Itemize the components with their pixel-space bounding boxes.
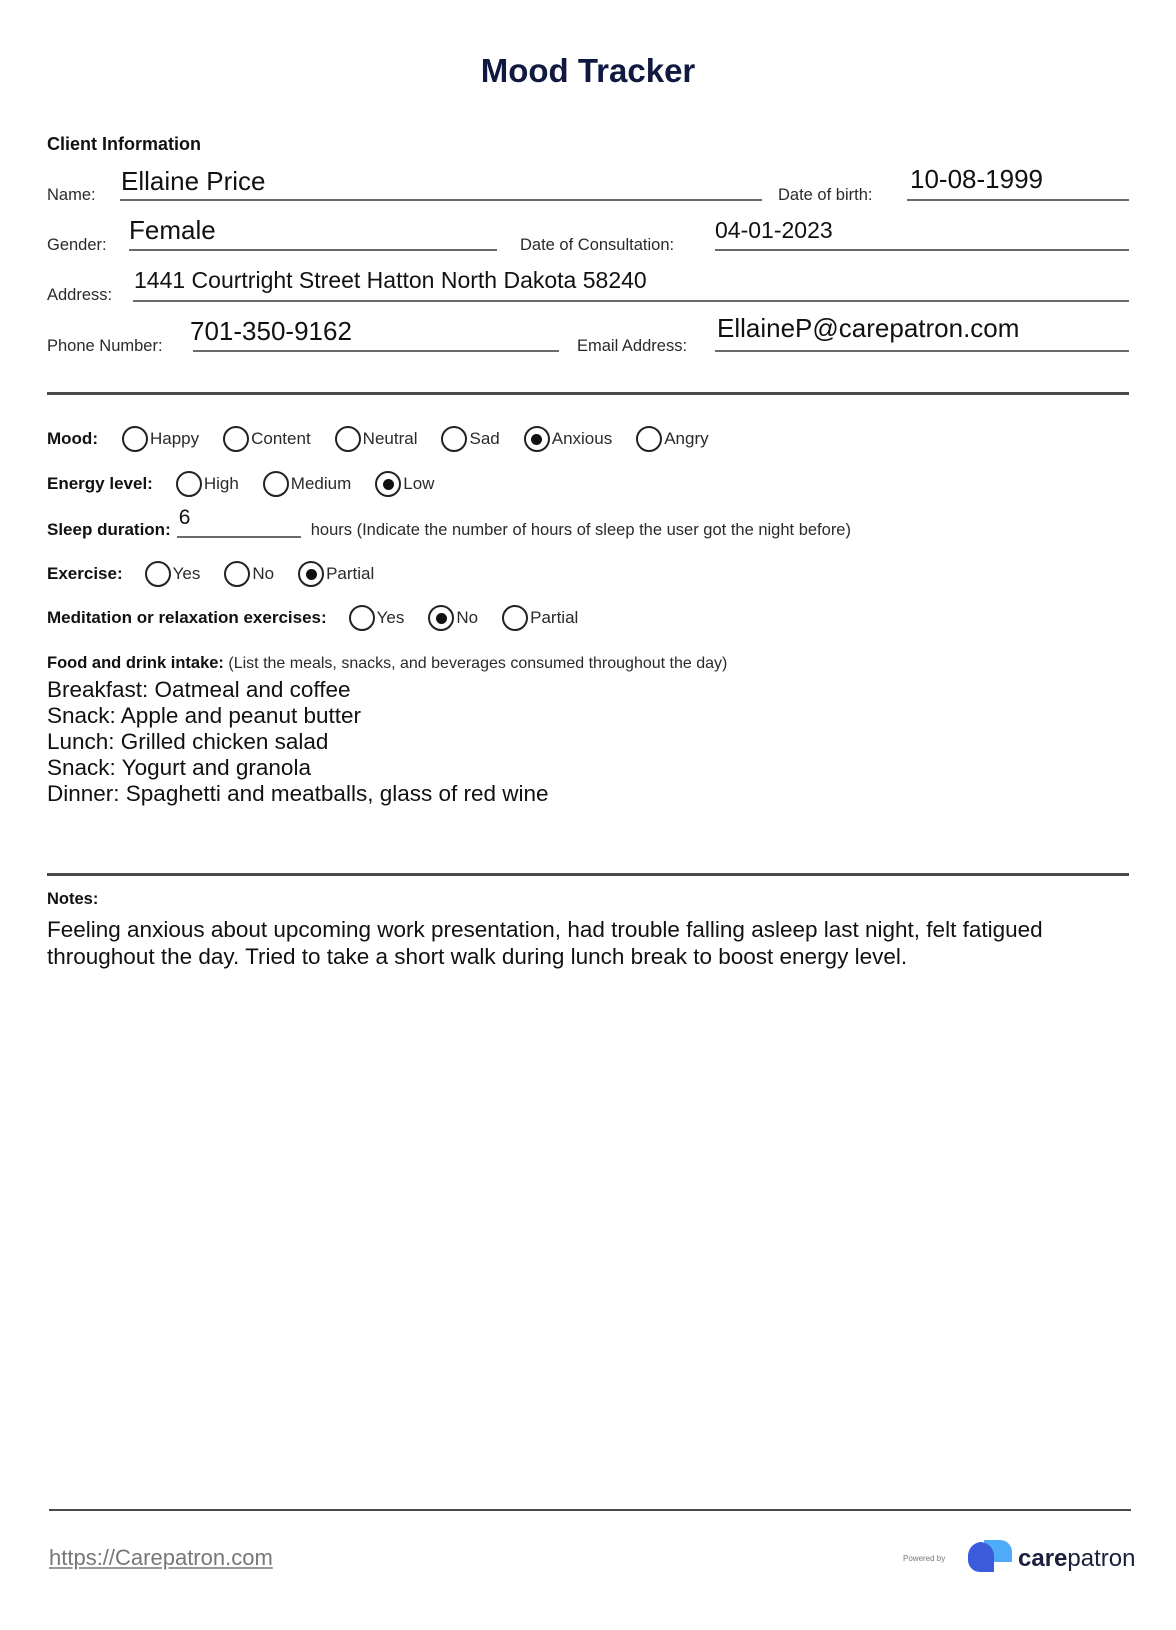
name-field[interactable]: Ellaine Price xyxy=(121,166,266,196)
radio-label: Content xyxy=(251,429,311,448)
energy-option-low[interactable] xyxy=(375,471,434,497)
radio-button[interactable] xyxy=(375,471,401,497)
meditation-options xyxy=(349,605,579,631)
mood-option-anxious[interactable] xyxy=(524,426,612,452)
carepatron-link[interactable]: https://Carepatron.com xyxy=(49,1545,273,1570)
gender-label: Gender: xyxy=(47,236,107,254)
sleep-input[interactable] xyxy=(177,506,301,540)
page-title: Mood Tracker xyxy=(480,52,696,89)
mood-option-sad[interactable] xyxy=(441,426,499,452)
exercise-option-partial[interactable] xyxy=(298,561,374,587)
radio-label: Anxious xyxy=(551,429,613,448)
radio-dot-icon xyxy=(531,434,542,445)
exercise-label: Exercise: xyxy=(47,564,123,583)
radio-label: No xyxy=(456,608,479,627)
mood-label: Mood: xyxy=(47,429,98,448)
energy-options xyxy=(176,471,435,497)
phone-underline xyxy=(193,350,559,352)
meditation-option-yes[interactable] xyxy=(349,605,405,631)
radio-label: Yes xyxy=(172,564,201,583)
email-label: Email Address: xyxy=(577,337,688,355)
radio-button[interactable] xyxy=(145,561,171,587)
radio-button[interactable] xyxy=(502,605,528,631)
section-divider xyxy=(47,392,1129,395)
gender-field[interactable]: Female xyxy=(129,215,216,245)
notes-divider xyxy=(47,873,1129,876)
address-underline xyxy=(133,300,1129,302)
meditation-label: Meditation or relaxation exercises: xyxy=(47,608,327,627)
notes-text[interactable]: Feeling anxious about upcoming work presentation, had trouble falling asleep last night, felt fatigued throughout the day. Tried to take a short walk during lunch break to boost energy level. xyxy=(47,917,1043,969)
sleep-row xyxy=(47,506,851,540)
phone-label: Phone Number: xyxy=(47,337,163,355)
radio-dot-icon xyxy=(436,613,447,624)
radio-button[interactable] xyxy=(428,605,454,631)
radio-button[interactable] xyxy=(524,426,550,452)
radio-label: High xyxy=(203,474,239,493)
consultation-field[interactable]: 04-01-2023 xyxy=(715,217,833,243)
dob-field[interactable]: 10-08-1999 xyxy=(910,164,1043,194)
radio-button[interactable] xyxy=(636,426,662,452)
address-field[interactable]: 1441 Courtright Street Hatton North Dakota 58240 xyxy=(134,267,647,293)
sleep-label: Sleep duration: xyxy=(47,520,171,539)
radio-button[interactable] xyxy=(298,561,324,587)
radio-dot-icon xyxy=(383,479,394,490)
mood-row xyxy=(47,426,709,452)
food-item: Breakfast: Oatmeal and coffee xyxy=(47,677,351,702)
mood-option-content[interactable] xyxy=(223,426,311,452)
radio-button[interactable] xyxy=(349,605,375,631)
sleep-value: 6 xyxy=(178,506,191,529)
mood-option-happy[interactable] xyxy=(122,426,199,452)
food-item: Snack: Apple and peanut butter xyxy=(47,703,361,728)
radio-button[interactable] xyxy=(223,426,249,452)
phone-field[interactable]: 701-350-9162 xyxy=(190,316,352,346)
radio-label: Neutral xyxy=(362,429,418,448)
food-heading xyxy=(47,654,727,673)
mood-option-neutral[interactable] xyxy=(335,426,418,452)
radio-button[interactable] xyxy=(176,471,202,497)
carepatron-wordmark: carepatron xyxy=(1018,1545,1136,1572)
address-label: Address: xyxy=(47,286,113,304)
food-item: Snack: Yogurt and granola xyxy=(47,755,311,780)
radio-button[interactable] xyxy=(224,561,250,587)
radio-label: Medium xyxy=(290,474,352,493)
mood-option-angry[interactable] xyxy=(636,426,708,452)
name-underline xyxy=(120,199,762,201)
radio-button[interactable] xyxy=(335,426,361,452)
exercise-option-no[interactable] xyxy=(224,561,274,587)
sleep-underline xyxy=(177,536,301,538)
food-hint: (List the meals, snacks, and beverages consumed throughout the day) xyxy=(228,655,728,672)
meditation-option-partial[interactable] xyxy=(502,605,578,631)
radio-label: Low xyxy=(403,474,435,493)
consultation-label: Date of Consultation: xyxy=(520,236,675,254)
energy-option-medium[interactable] xyxy=(263,471,351,497)
sleep-hint: hours (Indicate the number of hours of sleep the user got the night before) xyxy=(310,520,851,539)
food-item: Lunch: Grilled chicken salad xyxy=(47,729,329,754)
radio-label: Happy xyxy=(149,429,200,448)
meditation-option-no[interactable] xyxy=(428,605,478,631)
email-field[interactable]: EllaineP@carepatron.com xyxy=(717,313,1020,343)
food-list[interactable] xyxy=(47,677,549,807)
exercise-row xyxy=(47,561,374,587)
carepatron-logo-icon xyxy=(966,1538,1014,1574)
energy-label: Energy level: xyxy=(47,474,153,493)
name-label: Name: xyxy=(47,186,96,204)
consultation-underline xyxy=(715,249,1129,251)
mood-options xyxy=(122,426,709,452)
radio-label: Yes xyxy=(376,608,405,627)
radio-label: Sad xyxy=(469,429,500,448)
exercise-options xyxy=(145,561,375,587)
exercise-option-yes[interactable] xyxy=(145,561,201,587)
footer-divider xyxy=(49,1509,1131,1511)
radio-label: Partial xyxy=(326,564,375,583)
meditation-row xyxy=(47,605,578,631)
dob-label: Date of birth: xyxy=(778,186,873,204)
energy-row xyxy=(47,471,434,497)
food-label: Food and drink intake: xyxy=(47,654,224,672)
radio-button[interactable] xyxy=(441,426,467,452)
energy-option-high[interactable] xyxy=(176,471,239,497)
food-item: Dinner: Spaghetti and meatballs, glass of red wine xyxy=(47,781,549,806)
email-underline xyxy=(715,350,1129,352)
radio-dot-icon xyxy=(306,569,317,580)
client-info-heading: Client Information xyxy=(47,134,201,154)
radio-button[interactable] xyxy=(122,426,148,452)
dob-underline xyxy=(907,199,1129,201)
notes-label: Notes: xyxy=(47,890,99,908)
gender-underline xyxy=(129,249,497,251)
radio-label: Angry xyxy=(664,429,709,448)
radio-label: No xyxy=(252,564,275,583)
powered-by-text: Powered by xyxy=(903,1554,946,1563)
radio-button[interactable] xyxy=(263,471,289,497)
radio-label: Partial xyxy=(530,608,579,627)
